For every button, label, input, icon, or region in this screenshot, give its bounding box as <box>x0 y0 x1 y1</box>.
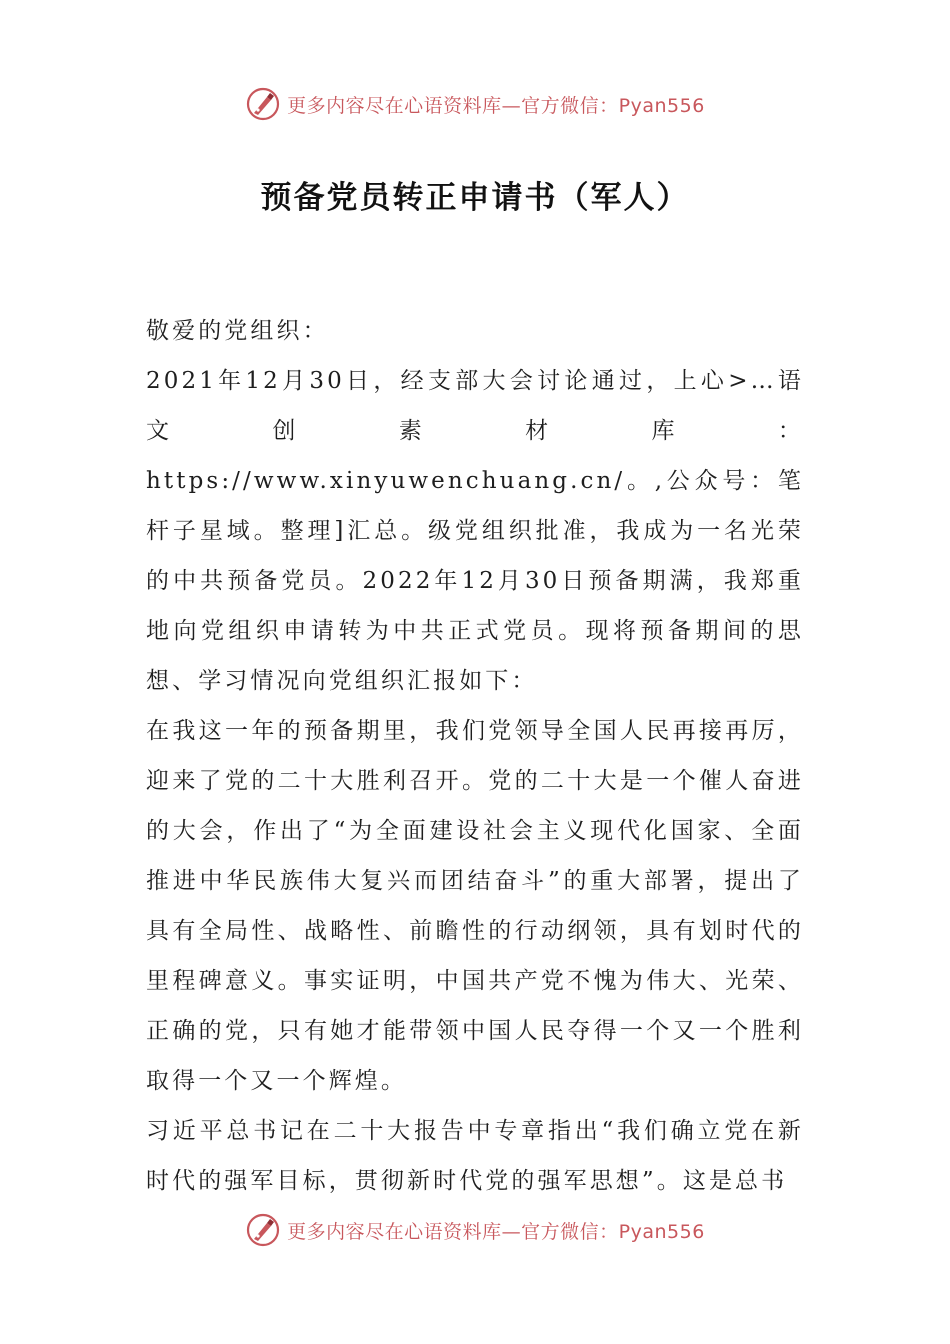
pen-nib-logo-icon <box>245 86 281 122</box>
body-paragraph-2: 在我这一年的预备期里，我们党领导全国人民再接再厉，迎来了党的二十大胜利召开。党的二十大是一个催人奋进的大会，作出了“为全面建设社会主义现代化国家、全面推进中华民族伟大复兴而团结奋斗”的重大部署，提出了具有全局性、战略性、前瞻性的行动纲领，具有划时代的里程碑意义。事实证明，中国共产党不愧为伟大、光荣、正确的党，只有她才能带领中国人民夺得一个又一个胜利取得一个又一个辉煌。 <box>146 718 804 1094</box>
header-banner <box>0 82 950 126</box>
header-wechat-handle: Pyan556 <box>618 94 705 117</box>
header-banner-text: 更多内容尽在心语资料库—官方微信：Pyan556 <box>287 94 705 117</box>
pen-nib-logo-icon <box>245 1212 281 1248</box>
salutation: 敬爱的党组织： <box>146 318 329 344</box>
footer-banner-text: 更多内容尽在心语资料库—官方微信：Pyan556 <box>287 1220 705 1243</box>
footer-banner <box>0 1208 950 1252</box>
body-paragraph-3: 习近平总书记在二十大报告中专章指出“我们确立党在新时代的强军目标，贯彻新时代党的强军思想”。这是总书 <box>146 1118 804 1194</box>
footer-wechat-handle: Pyan556 <box>618 1220 705 1243</box>
document-body <box>146 306 804 1206</box>
body-paragraph-1: 2021年12月30日，经支部大会讨论通过，上心>…语文创素材库：https://www.xinyuwenchuang.cn/。,公众号：笔杆子星域。整理]汇总。级党组织批准，我成为一名光荣的中共预备党员。2022年12月30日预备期满，我郑重地向党组织申请转为中共正式党员。现将预备期间的思想、学习情况向党组织汇报如下： <box>146 368 804 694</box>
document-title: 预备党员转正申请书（军人） <box>260 180 690 216</box>
